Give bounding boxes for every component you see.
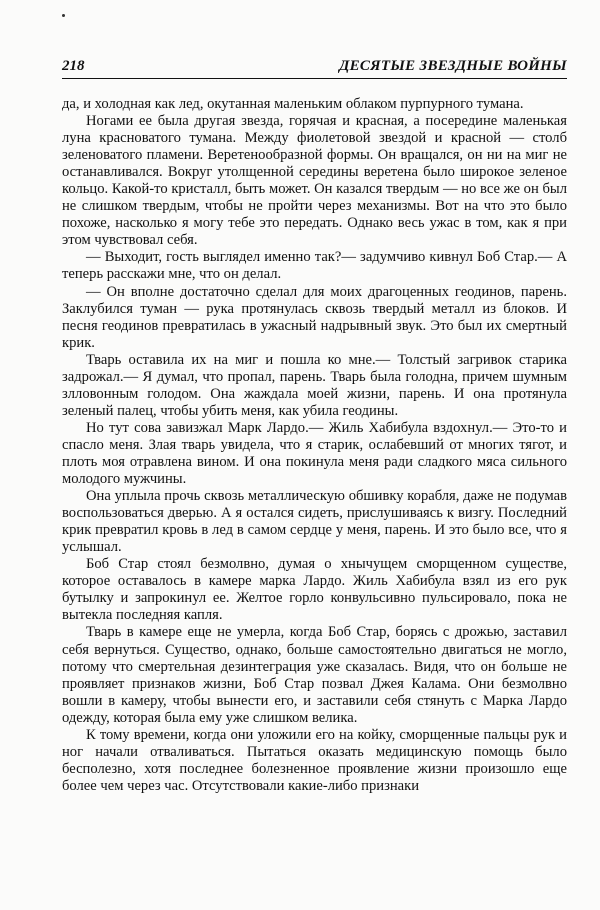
header-rule	[62, 78, 567, 80]
paragraph: Тварь в камере еще не умерла, когда Боб Стар, борясь с дрожью, заставил себя вернуться. Существо, однако, больше самостоятельно двигаться не могло, потому что смертельная дезинтеграция уже сказалась. Видя, что он больше не проявляет признаков жизни, Боб Стар позвал Джея Калама. Они безмолвно вошли в камеру, чтобы вынести его, и заставили себя стянуть с Марка Лардо одежду, которая была ему уже слишком велика.	[62, 624, 567, 726]
paragraph: Она уплыла прочь сквозь металлическую обшивку корабля, даже не подумав воспользоваться дверью. А я остался сидеть, прислушиваясь к визгу. Последний крик превратил кровь в лед в самом сердце у меня, парень. И это было все, что я услышал.	[62, 488, 567, 556]
running-title: ДЕСЯТЫЕ ЗВЕЗДНЫЕ ВОЙНЫ	[339, 58, 567, 74]
paragraph: — Он вполне достаточно сделал для моих драгоценных геодинов, парень. Заклубился туман — рука протянулась сквозь твердый металл из блоков. И песня геодинов превратилась в ужасный надрывный звук. Это был их смертный крик.	[62, 283, 567, 351]
page-header	[62, 53, 567, 75]
paragraph: Тварь оставила их на миг и пошла ко мне.— Толстый загривок старика задрожал.— Я думал, что пропал, парень. Тварь была голодна, причем шумным злловонным голодом. Она жаждала моей жизни, парень. И она протянула зеленый палец, чтобы убить меня, как убила геодины.	[62, 351, 567, 419]
body-text	[62, 96, 567, 795]
print-speck	[62, 14, 65, 17]
paragraph: Но тут сова завизжал Марк Лардо.— Жиль Хабибула вздохнул.— Это-то и спасло меня. Злая тварь увидела, что я старик, ослабевший от многих тягот, и плоть моя отравлена вином. И она покинула меня ради сладкого мяса сильного молодого мужчины.	[62, 419, 567, 488]
paragraph: К тому времени, когда они уложили его на койку, сморщенные пальцы рук и ног начали отваливаться. Пытаться оказать медицинскую помощь было бесполезно, хотя последнее болезненное проявление жизни произошло еще более чем через час. Отсутствовали какие-либо признаки	[62, 726, 567, 794]
paragraph: — Выходит, гость выглядел именно так?— задумчиво кивнул Боб Стар.— А теперь расскажи мне, что он делал.	[62, 249, 567, 283]
paragraph: да, и холодная как лед, окутанная маленьким облаком пурпурного тумана.	[62, 96, 524, 112]
paragraph: Боб Стар стоял безмолвно, думая о хнычущем сморщенном существе, которое оставалось в камере марка Лардо. Жиль Хабибула взял из его рук бутылку и запрокинул ее. Желтое горло конвульсивно пульсировало, пока не вытекла последняя капля.	[62, 556, 567, 624]
page-number: 218	[62, 58, 85, 74]
paragraph: Ногами ее была другая звезда, горячая и красная, а посередине маленькая луна красноватого тумана. Между фиолетовой звездой и красной — столб зеленоватого пламени. Веретенообразной формы. Он вращался, он ни на миг не останавливался. Вокруг утолщенной середины веретена было широкое зеленое кольцо. Какой-то кристалл, быть может. Он казался твердым — но все же он был не слишком твердым, чтобы не пройти через механизмы. Вот на что это было похоже, насколько я могу тебе это передать. Однако весь ужас в том, как я при этом чувствовал себя.	[62, 113, 567, 249]
